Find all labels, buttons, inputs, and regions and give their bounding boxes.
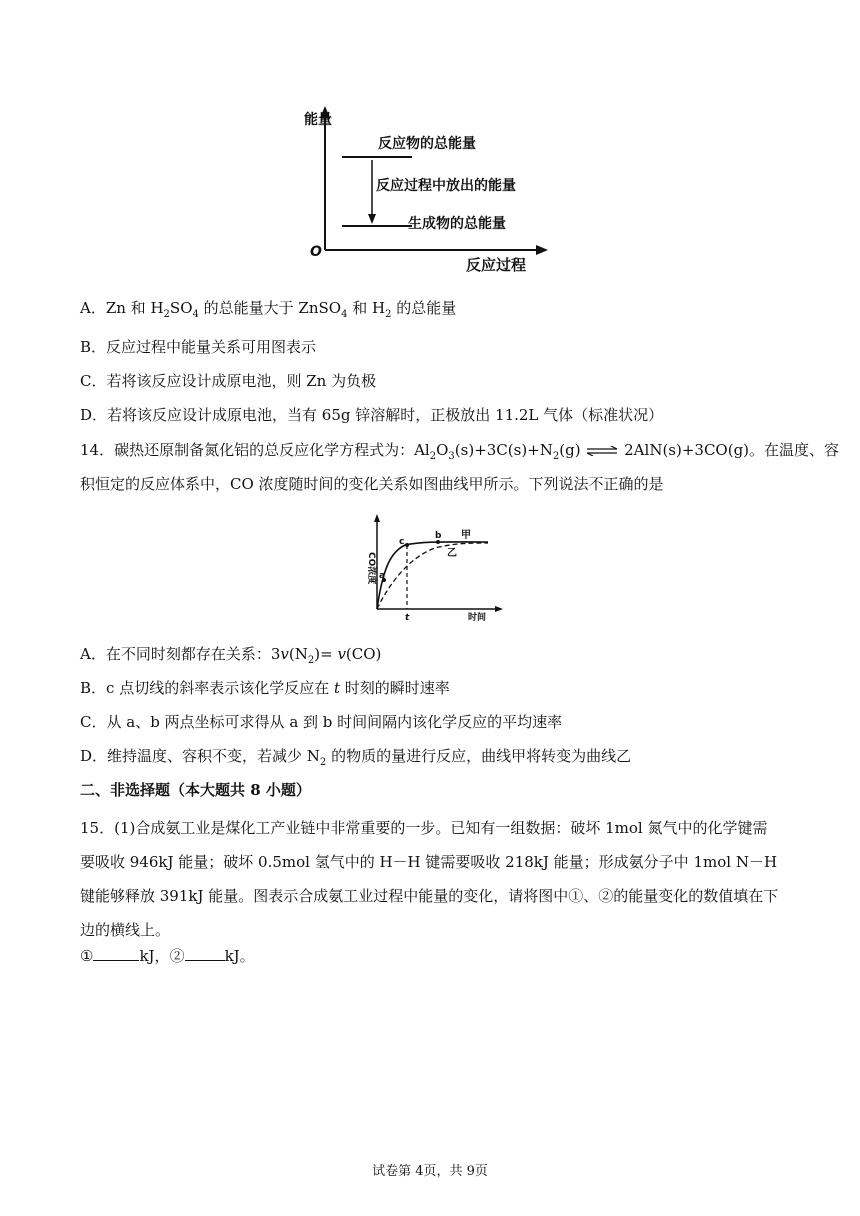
fig2-label-jia: 甲 [461,530,471,541]
q14-option-b: B．c 点切线的斜率表示该化学反应在 t 时刻的瞬时速率 [80,679,450,697]
fig2-label-c: c [399,537,405,547]
fig2-label-a: a [379,571,386,581]
fig2-x-arrow [495,606,503,612]
fig2-t-label: t [405,613,410,622]
fig2-y-label: CO浓度 [366,552,376,585]
q13-option-a: A．Zn 和 $H_2SO_4$ 的总能量大于 ZnSO$_4$ 和 $H_2$ 的总能量 [80,299,457,320]
curve-yi [377,543,488,609]
section-heading: 二、非选择题（本大题共 8 小题） [80,781,311,799]
energy-diagram [300,100,550,275]
answer-blank-1[interactable] [93,946,139,961]
answer-blank-2[interactable] [185,946,225,961]
fig2-y-arrow [374,514,380,522]
equilibrium-arrow-icon [585,446,619,456]
fig1-reactants-label: 反应物的总能量 [378,136,476,152]
fig1-products-label: 生成物的总能量 [408,216,506,232]
q14-option-c: C．从 a、b 两点坐标可求得从 a 到 b 时间间隔内该化学反应的平均速率 [80,713,563,731]
curve-jia [377,542,488,609]
fig1-released-label: 反应过程中放出的能量 [376,178,516,194]
fig1-origin: O [310,244,322,260]
fig2-x-label: 时间 [468,613,487,622]
co-concentration-graph [355,512,505,622]
q14-option-d: D．维持温度、容积不变，若减少 $N_2$ 的物质的量进行反应，曲线甲将转变为曲线乙 [80,747,632,768]
point-c [405,543,409,547]
x-axis-arrow [536,245,548,255]
q13-option-c: C．若将该反应设计成原电池，则 Zn 为负极 [80,372,377,390]
q15-answer-line: ① kJ，② kJ。 [80,947,255,965]
q14-stem-line2: 积恒定的反应体系中，CO 浓度随时间的变化关系如图曲线甲所示。下列说法不正确的是 [80,475,664,493]
fig1-x-label: 反应过程 [466,256,527,274]
q15-paragraph: 15．(1)合成氨工业是煤化工产业链中非常重要的一步。已知有一组数据：破坏 1mol 氮气中的化学键需要吸收 946kJ 能量；破坏 0.5mol 氢气中的 H－H 键需要吸收 218kJ 能量；形成氨分子中 1mol N－H 键能够释放 391kJ 能量。图表示合成氨工业过程中能量的变化，请将图中①、②的能量变化的数值填在下边的横线上。 [80,819,779,939]
q13-option-b: B．反应过程中能量关系可用图表示 [80,338,317,356]
page-footer: 试卷第 4页，共 9页 [372,1164,488,1179]
fig2-label-b: b [435,531,442,541]
q13-option-d: D．若将该反应设计成原电池，当有 65g 锌溶解时，正极放出 11.2L 气体（标准状况） [80,406,664,424]
energy-arrow-head [368,214,376,224]
q14-option-a: A．在不同时刻都存在关系：$3v(N_2)= v(CO)$ [80,645,382,666]
fig2-label-yi: 乙 [447,548,457,559]
q14-stem-line1: 14．碳热还原制备氮化铝的总反应化学方程式为：$Al_2O_3(s)+3C(s)+N_2(g)$ 2AlN(s)+3CO(g)。在温度、容 [80,441,840,462]
fig1-y-label-1: 能量 [304,112,332,128]
